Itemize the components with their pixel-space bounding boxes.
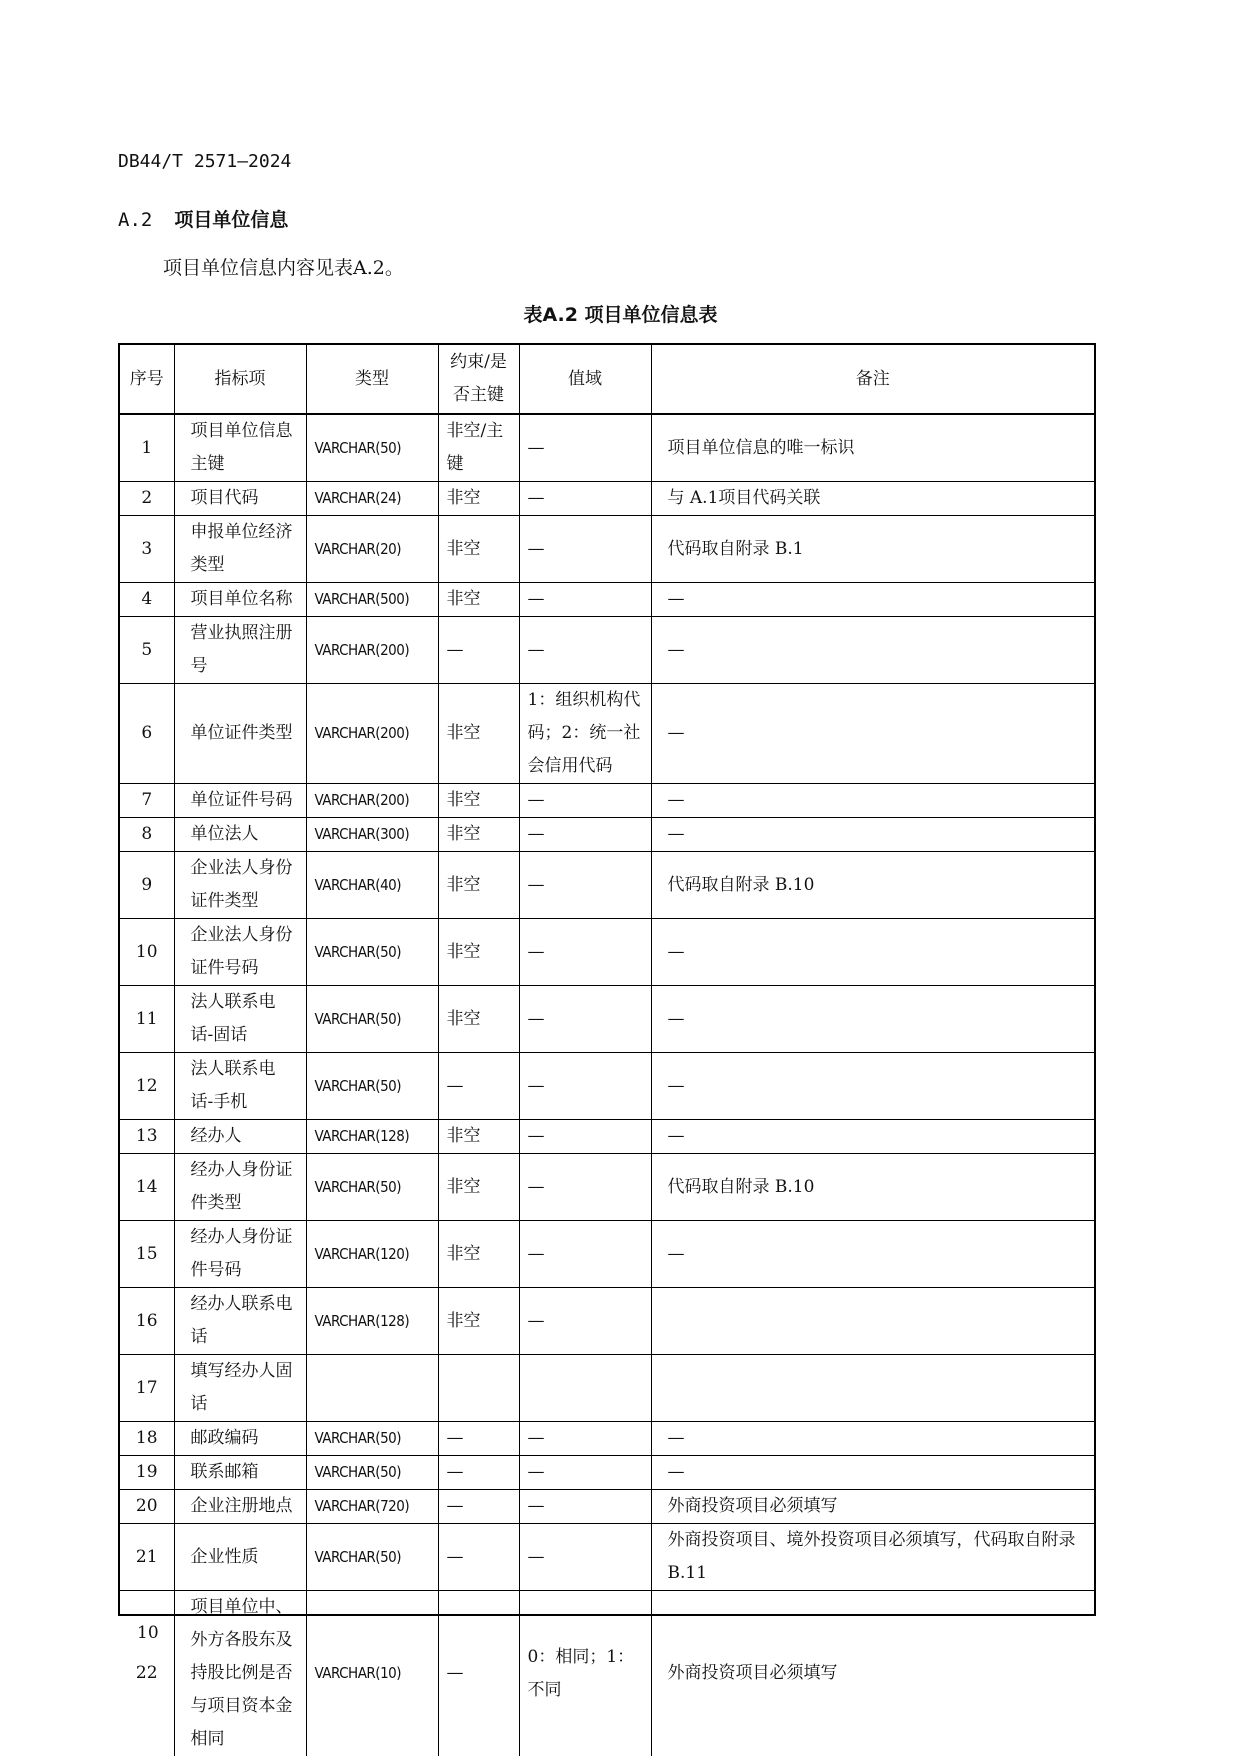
cell-constraint: 非空: [438, 684, 519, 784]
cell-constraint: 非空: [438, 784, 519, 818]
table-row: [120, 1288, 1094, 1355]
cell-type: VARCHAR(200): [306, 684, 438, 784]
col-header-domain: 值域: [519, 345, 651, 414]
cell-remark: —: [651, 1053, 1094, 1120]
cell-type: [306, 1355, 438, 1422]
cell-constraint: —: [438, 1053, 519, 1120]
cell-index: 5: [120, 617, 174, 684]
cell-indicator: 联系邮箱: [174, 1456, 306, 1490]
cell-remark: 外商投资项目、境外投资项目必须填写，代码取自附录B.11: [651, 1524, 1094, 1591]
cell-remark: —: [651, 784, 1094, 818]
cell-domain: —: [519, 818, 651, 852]
table-row: [120, 1154, 1094, 1221]
cell-type: VARCHAR(50): [306, 919, 438, 986]
cell-constraint: 非空: [438, 1154, 519, 1221]
cell-remark: [651, 1288, 1094, 1355]
cell-index: 22: [120, 1591, 174, 1756]
cell-indicator: 法人联系电话-手机: [174, 1053, 306, 1120]
table-row: [120, 1524, 1094, 1591]
cell-type: VARCHAR(50): [306, 1456, 438, 1490]
cell-remark: 代码取自附录 B.10: [651, 852, 1094, 919]
cell-remark: 与 A.1项目代码关联: [651, 482, 1094, 516]
cell-indicator: 单位法人: [174, 818, 306, 852]
table-row: [120, 482, 1094, 516]
cell-constraint: —: [438, 1490, 519, 1524]
page-number: 10: [137, 1623, 159, 1643]
cell-domain: —: [519, 516, 651, 583]
cell-indicator: 项目单位信息主键: [174, 414, 306, 482]
cell-indicator: 经办人身份证件类型: [174, 1154, 306, 1221]
table-row: [120, 784, 1094, 818]
cell-remark: —: [651, 583, 1094, 617]
table-row: [120, 617, 1094, 684]
cell-indicator: 企业注册地点: [174, 1490, 306, 1524]
cell-remark: —: [651, 1221, 1094, 1288]
cell-domain: —: [519, 784, 651, 818]
cell-constraint: 非空: [438, 1120, 519, 1154]
cell-indicator: 申报单位经济类型: [174, 516, 306, 583]
cell-type: VARCHAR(300): [306, 818, 438, 852]
cell-index: 11: [120, 986, 174, 1053]
cell-index: 13: [120, 1120, 174, 1154]
cell-indicator: 经办人: [174, 1120, 306, 1154]
cell-index: 20: [120, 1490, 174, 1524]
cell-constraint: 非空/主键: [438, 414, 519, 482]
cell-remark: 代码取自附录 B.10: [651, 1154, 1094, 1221]
cell-remark: —: [651, 919, 1094, 986]
cell-index: 1: [120, 414, 174, 482]
cell-type: VARCHAR(200): [306, 784, 438, 818]
cell-index: 10: [120, 919, 174, 986]
cell-remark: [651, 1355, 1094, 1422]
cell-domain: —: [519, 1221, 651, 1288]
cell-constraint: —: [438, 617, 519, 684]
cell-indicator: 填写经办人固话: [174, 1355, 306, 1422]
document-code: DB44/T 2571—2024: [118, 151, 291, 172]
cell-type: VARCHAR(128): [306, 1288, 438, 1355]
cell-domain: —: [519, 919, 651, 986]
cell-index: 17: [120, 1355, 174, 1422]
table-row: [120, 583, 1094, 617]
cell-type: VARCHAR(128): [306, 1120, 438, 1154]
table-row: [120, 684, 1094, 784]
cell-index: 2: [120, 482, 174, 516]
cell-constraint: [438, 1355, 519, 1422]
table-frame: [118, 343, 1096, 1616]
cell-domain: —: [519, 1524, 651, 1591]
cell-indicator: 企业性质: [174, 1524, 306, 1591]
table-row: [120, 852, 1094, 919]
cell-remark: 外商投资项目必须填写: [651, 1591, 1094, 1756]
unit-info-table: [120, 345, 1094, 1756]
cell-domain: —: [519, 1288, 651, 1355]
cell-remark: —: [651, 1422, 1094, 1456]
cell-indicator: 企业法人身份证件号码: [174, 919, 306, 986]
cell-domain: —: [519, 1053, 651, 1120]
table-row: [120, 414, 1094, 482]
cell-index: 8: [120, 818, 174, 852]
table-title: 表A.2 项目单位信息表: [0, 300, 1241, 327]
cell-index: 3: [120, 516, 174, 583]
table-row: [120, 818, 1094, 852]
cell-indicator: 项目代码: [174, 482, 306, 516]
table-row: [120, 1120, 1094, 1154]
table-row: [120, 1355, 1094, 1422]
cell-remark: —: [651, 684, 1094, 784]
cell-index: 12: [120, 1053, 174, 1120]
cell-remark: 外商投资项目必须填写: [651, 1490, 1094, 1524]
cell-domain: —: [519, 414, 651, 482]
table-row: [120, 1422, 1094, 1456]
cell-indicator: 企业法人身份证件类型: [174, 852, 306, 919]
cell-remark: 项目单位信息的唯一标识: [651, 414, 1094, 482]
cell-index: 16: [120, 1288, 174, 1355]
cell-index: 14: [120, 1154, 174, 1221]
col-header-index: 序号: [120, 345, 174, 414]
cell-constraint: —: [438, 1422, 519, 1456]
cell-index: 7: [120, 784, 174, 818]
cell-domain: —: [519, 1120, 651, 1154]
cell-indicator: 经办人身份证件号码: [174, 1221, 306, 1288]
cell-indicator: 项目单位名称: [174, 583, 306, 617]
cell-type: VARCHAR(120): [306, 1221, 438, 1288]
cell-indicator: 单位证件类型: [174, 684, 306, 784]
cell-domain: —: [519, 1490, 651, 1524]
cell-index: 9: [120, 852, 174, 919]
cell-domain: —: [519, 1154, 651, 1221]
col-header-remark: 备注: [651, 345, 1094, 414]
cell-domain: —: [519, 986, 651, 1053]
cell-type: VARCHAR(200): [306, 617, 438, 684]
cell-constraint: 非空: [438, 583, 519, 617]
cell-domain: 0：相同；1：不同: [519, 1591, 651, 1756]
section-number: A.2: [118, 209, 152, 231]
cell-constraint: 非空: [438, 919, 519, 986]
cell-type: VARCHAR(20): [306, 516, 438, 583]
table-row: [120, 986, 1094, 1053]
section-paragraph: 项目单位信息内容见表A.2。: [163, 253, 404, 280]
cell-indicator: 邮政编码: [174, 1422, 306, 1456]
cell-type: VARCHAR(10): [306, 1591, 438, 1756]
cell-constraint: 非空: [438, 1288, 519, 1355]
col-header-constraint: 约束/是否主键: [438, 345, 519, 414]
cell-remark: 代码取自附录 B.1: [651, 516, 1094, 583]
cell-constraint: —: [438, 1456, 519, 1490]
cell-type: VARCHAR(24): [306, 482, 438, 516]
cell-indicator: 项目单位中、外方各股东及持股比例是否与项目资本金相同: [174, 1591, 306, 1756]
cell-type: VARCHAR(50): [306, 1154, 438, 1221]
cell-domain: —: [519, 617, 651, 684]
cell-constraint: 非空: [438, 516, 519, 583]
cell-type: VARCHAR(500): [306, 583, 438, 617]
cell-type: VARCHAR(50): [306, 1053, 438, 1120]
cell-constraint: —: [438, 1591, 519, 1756]
cell-indicator: 法人联系电话-固话: [174, 986, 306, 1053]
cell-type: VARCHAR(50): [306, 1422, 438, 1456]
cell-domain: —: [519, 482, 651, 516]
cell-index: 6: [120, 684, 174, 784]
cell-constraint: 非空: [438, 1221, 519, 1288]
section-heading: [118, 205, 288, 232]
cell-index: 4: [120, 583, 174, 617]
cell-constraint: 非空: [438, 482, 519, 516]
col-header-indicator: 指标项: [174, 345, 306, 414]
table-row: [120, 1591, 1094, 1756]
cell-remark: —: [651, 1120, 1094, 1154]
cell-constraint: 非空: [438, 986, 519, 1053]
table-row: [120, 1490, 1094, 1524]
cell-constraint: 非空: [438, 818, 519, 852]
cell-index: 19: [120, 1456, 174, 1490]
cell-type: VARCHAR(720): [306, 1490, 438, 1524]
cell-indicator: 营业执照注册号: [174, 617, 306, 684]
table-row: [120, 1221, 1094, 1288]
cell-domain: —: [519, 1456, 651, 1490]
table-header-row: [120, 345, 1094, 414]
cell-indicator: 单位证件号码: [174, 784, 306, 818]
table-row: [120, 919, 1094, 986]
cell-type: VARCHAR(50): [306, 1524, 438, 1591]
cell-indicator: 经办人联系电话: [174, 1288, 306, 1355]
table-row: [120, 516, 1094, 583]
cell-index: 15: [120, 1221, 174, 1288]
cell-type: VARCHAR(50): [306, 986, 438, 1053]
cell-domain: —: [519, 1422, 651, 1456]
cell-remark: —: [651, 1456, 1094, 1490]
cell-domain: —: [519, 583, 651, 617]
cell-type: VARCHAR(50): [306, 414, 438, 482]
cell-remark: —: [651, 617, 1094, 684]
table-row: [120, 1456, 1094, 1490]
cell-index: 21: [120, 1524, 174, 1591]
cell-type: VARCHAR(40): [306, 852, 438, 919]
cell-remark: —: [651, 986, 1094, 1053]
cell-constraint: 非空: [438, 852, 519, 919]
table-row: [120, 1053, 1094, 1120]
cell-constraint: —: [438, 1524, 519, 1591]
section-title: 项目单位信息: [174, 209, 288, 231]
cell-domain: 1：组织机构代码；2：统一社会信用代码: [519, 684, 651, 784]
cell-remark: —: [651, 818, 1094, 852]
col-header-type: 类型: [306, 345, 438, 414]
cell-index: 18: [120, 1422, 174, 1456]
cell-domain: —: [519, 852, 651, 919]
cell-domain: [519, 1355, 651, 1422]
